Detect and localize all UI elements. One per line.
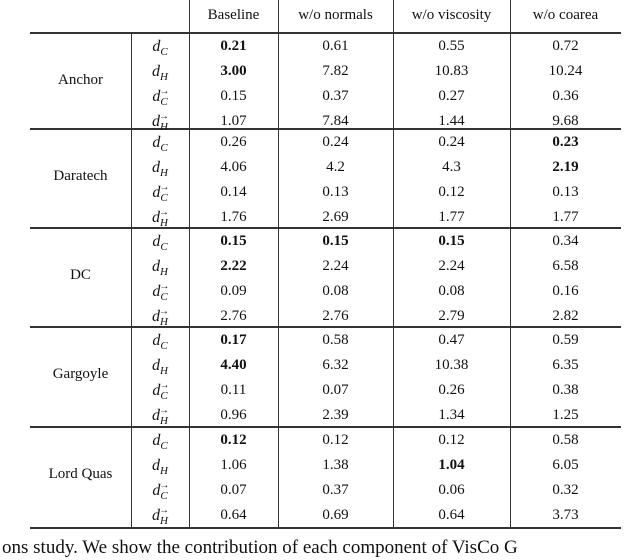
metric-label: d→ $_H$	[131, 109, 189, 134]
table-cell: 1.25	[552, 407, 579, 423]
table-cell: 0.06	[438, 482, 465, 498]
table-cell: 2.76	[220, 308, 247, 324]
table-cell: 6.35	[552, 357, 579, 373]
table-cell: 4.40	[220, 357, 247, 373]
table-cell: 1.06	[220, 457, 247, 473]
table-cell: 0.32	[552, 482, 579, 498]
table-cell: 0.24	[438, 134, 465, 150]
table-cell: 0.16	[552, 283, 579, 299]
table-cell: 0.96	[220, 407, 247, 423]
metric-label: d→ $_H$	[131, 205, 189, 230]
table-cell: 10.24	[548, 63, 583, 79]
group-label: DC	[70, 267, 91, 283]
table-cell: 0.27	[438, 88, 465, 104]
group-label: Anchor	[58, 72, 103, 88]
table-cell: 2.22	[220, 258, 247, 274]
table-cell: 0.15	[438, 233, 465, 249]
table-cell: 0.12	[438, 432, 465, 448]
table-cell: 0.37	[322, 88, 349, 104]
table-cell: 7.82	[322, 63, 349, 79]
group-label: Lord Quas	[48, 466, 113, 482]
table-cell: 0.12	[322, 432, 349, 448]
table-cell: 0.07	[220, 482, 247, 498]
metric-label: d→ $_C$	[131, 180, 189, 205]
table-cell: 1.44	[438, 113, 465, 129]
metric-label: d→ $_C$	[131, 84, 189, 109]
table-cell: 0.23	[552, 134, 579, 150]
table-cell: 1.34	[438, 407, 465, 423]
metric-label: $d_H$	[152, 457, 168, 478]
table-cell: 4.3	[442, 159, 461, 175]
table-cell: 10.38	[434, 357, 469, 373]
group-label: Daratech	[53, 168, 108, 184]
table-cell: 0.09	[220, 283, 247, 299]
metric-label: $d_C$	[152, 134, 168, 155]
table-cell: 3.00	[220, 63, 247, 79]
table-cell: 0.55	[438, 38, 465, 54]
table-cell: 4.2	[326, 159, 345, 175]
metric-label: d→ $_C$	[131, 478, 189, 503]
table-cell: 1.77	[552, 209, 579, 225]
table-cell: 0.69	[322, 507, 349, 523]
table-cell: 0.07	[322, 382, 349, 398]
metric-label: d→ $_H$	[131, 403, 189, 428]
metric-label: $d_C$	[152, 38, 168, 59]
table-cell: 6.32	[322, 357, 349, 373]
column-header: w/o normals	[298, 7, 373, 23]
table-cell: 2.69	[322, 209, 349, 225]
table-cell: 0.15	[220, 233, 247, 249]
table-cell: 0.58	[552, 432, 579, 448]
column-header: w/o coarea	[532, 7, 599, 23]
table-cell: 0.36	[552, 88, 579, 104]
table-cell: 0.72	[552, 38, 579, 54]
metric-label: $d_C$	[152, 432, 168, 453]
table-cell: 0.59	[552, 332, 579, 348]
table-cell: 2.24	[438, 258, 465, 274]
table-cell: 0.11	[220, 382, 247, 398]
table-cell: 9.68	[552, 113, 579, 129]
metric-label: d→ $_C$	[131, 279, 189, 304]
metric-label: $d_H$	[152, 63, 168, 84]
table-cell: 4.06	[220, 159, 247, 175]
metric-label: $d_C$	[152, 332, 168, 353]
table-cell: 0.64	[438, 507, 465, 523]
table-cell: 6.05	[552, 457, 579, 473]
table-caption: ons study. We show the contribution of each component of VisCo G	[2, 537, 518, 558]
table-cell: 2.82	[552, 308, 579, 324]
metric-label: d→ $_H$	[131, 503, 189, 528]
table-cell: 0.08	[438, 283, 465, 299]
metric-label: d→ $_C$	[131, 378, 189, 403]
table-cell: 1.38	[322, 457, 349, 473]
table-cell: 0.17	[220, 332, 247, 348]
table-cell: 2.24	[322, 258, 349, 274]
table-cell: 2.76	[322, 308, 349, 324]
table-cell: 0.15	[322, 233, 349, 249]
table-cell: 0.13	[552, 184, 579, 200]
table-cell: 1.04	[438, 457, 465, 473]
table-cell: 6.58	[552, 258, 579, 274]
table-cell: 0.12	[438, 184, 465, 200]
metric-label: $d_H$	[152, 357, 168, 378]
table-cell: 0.13	[322, 184, 349, 200]
metric-label: $d_C$	[152, 233, 168, 254]
table-cell: 0.08	[322, 283, 349, 299]
table-cell: 0.15	[220, 88, 247, 104]
table-cell: 10.83	[434, 63, 469, 79]
table-cell: 0.61	[322, 38, 349, 54]
table-cell: 2.79	[438, 308, 465, 324]
table-cell: 0.47	[438, 332, 465, 348]
table-cell: 0.26	[220, 134, 247, 150]
table-cell: 0.34	[552, 233, 579, 249]
table-cell: 1.07	[220, 113, 247, 129]
table-cell: 2.19	[552, 159, 579, 175]
table-cell: 3.73	[552, 507, 579, 523]
table-cell: 0.24	[322, 134, 349, 150]
table-cell: 0.38	[552, 382, 579, 398]
group-label: Gargoyle	[52, 366, 109, 382]
table-cell: 1.76	[220, 209, 247, 225]
table-cell: 2.39	[322, 407, 349, 423]
column-header: w/o viscosity	[411, 7, 492, 23]
table-cell: 0.37	[322, 482, 349, 498]
metric-label: $d_H$	[152, 159, 168, 180]
metric-label: $d_H$	[152, 258, 168, 279]
table-cell: 0.21	[220, 38, 247, 54]
table-cell: 0.26	[438, 382, 465, 398]
table-cell: 0.64	[220, 507, 247, 523]
table-cell: 0.58	[322, 332, 349, 348]
table-cell: 7.84	[322, 113, 349, 129]
metric-label: d→ $_H$	[131, 304, 189, 329]
table-cell: 0.12	[220, 432, 247, 448]
table-cell: 1.77	[438, 209, 465, 225]
column-header: Baseline	[207, 7, 260, 23]
table-cell: 0.14	[220, 184, 247, 200]
